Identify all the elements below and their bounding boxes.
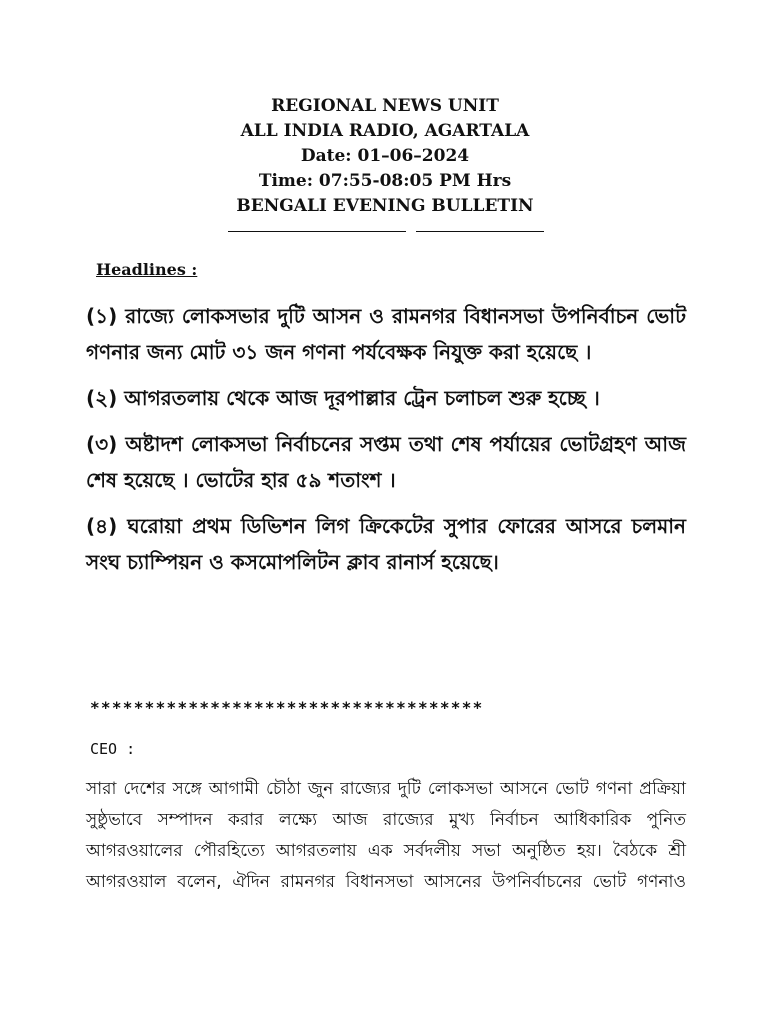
header-unit: REGIONAL NEWS UNIT [271,96,499,116]
header-time: Time: 07:55-08:05 PM Hrs [258,171,512,191]
headline-item: (৩) অষ্টাদশ লোকসভা নির্বাচনের সপ্তম তথা শেষ পর্যায়ের ভোটগ্রহণ আজ শেষ হয়েছে । ভোটের হার ৫৯ শতাংশ । [86,432,686,492]
story-label: CEO : [90,740,136,758]
bulletin-header [0,94,770,219]
underline-segment-left [228,231,406,232]
headline-item: (৪) ঘরোয়া প্রথম ডিভিশন লিগ ক্রিকেটের সুপার ফোরের আসরে চলমান সংঘ চ্যাম্পিয়ন ও কসমোপলিটন ক্লাব রানার্স হয়েছে। [86,514,686,574]
header-bulletin-name: BENGALI EVENING BULLETIN [236,196,534,216]
headline-item: (২) আগরতলায় থেকে আজ দূরপাল্লার ট্রেন চলাচল শুরু হচ্ছে । [86,386,600,410]
story-body: সারা দেশের সঙ্গে আগামী চৌঠা জুন রাজ্যের দুটি লোকসভা আসনে ভোট গণনা প্রক্রিয়া সুষ্ঠুভাবে সম্পাদন করার লক্ষ্যে আজ রাজ্যের মুখ্য নির্বাচন আধিকারিক পুনিত আগরওয়ালের পৌরহিত্যে আগরতলায় এক সর্বদলীয় সভা অনুষ্ঠিত হয়। বৈঠকে শ্রী আগরওয়াল বলেন, ঐদিন রামনগর বিধানসভা আসনের উপনির্বাচনের ভোট গণনাও [86,779,686,892]
headlines-list [86,298,686,590]
section-separator: ************************************ [90,698,484,717]
header-station: ALL INDIA RADIO, AGARTALA [240,121,530,141]
header-date: Date: 01–06–2024 [300,146,470,166]
headlines-label: Headlines : [96,260,198,279]
header-underline [0,231,770,233]
underline-segment-right [416,231,544,232]
headline-item: (১) রাজ্যে লোকসভার দুটি আসন ও রামনগর বিধানসভা উপনির্বাচন ভোট গণনার জন্য মোট ৩১ জন গণনা পর্যবেক্ষক নিযুক্ত করা হয়েছে । [86,304,686,364]
